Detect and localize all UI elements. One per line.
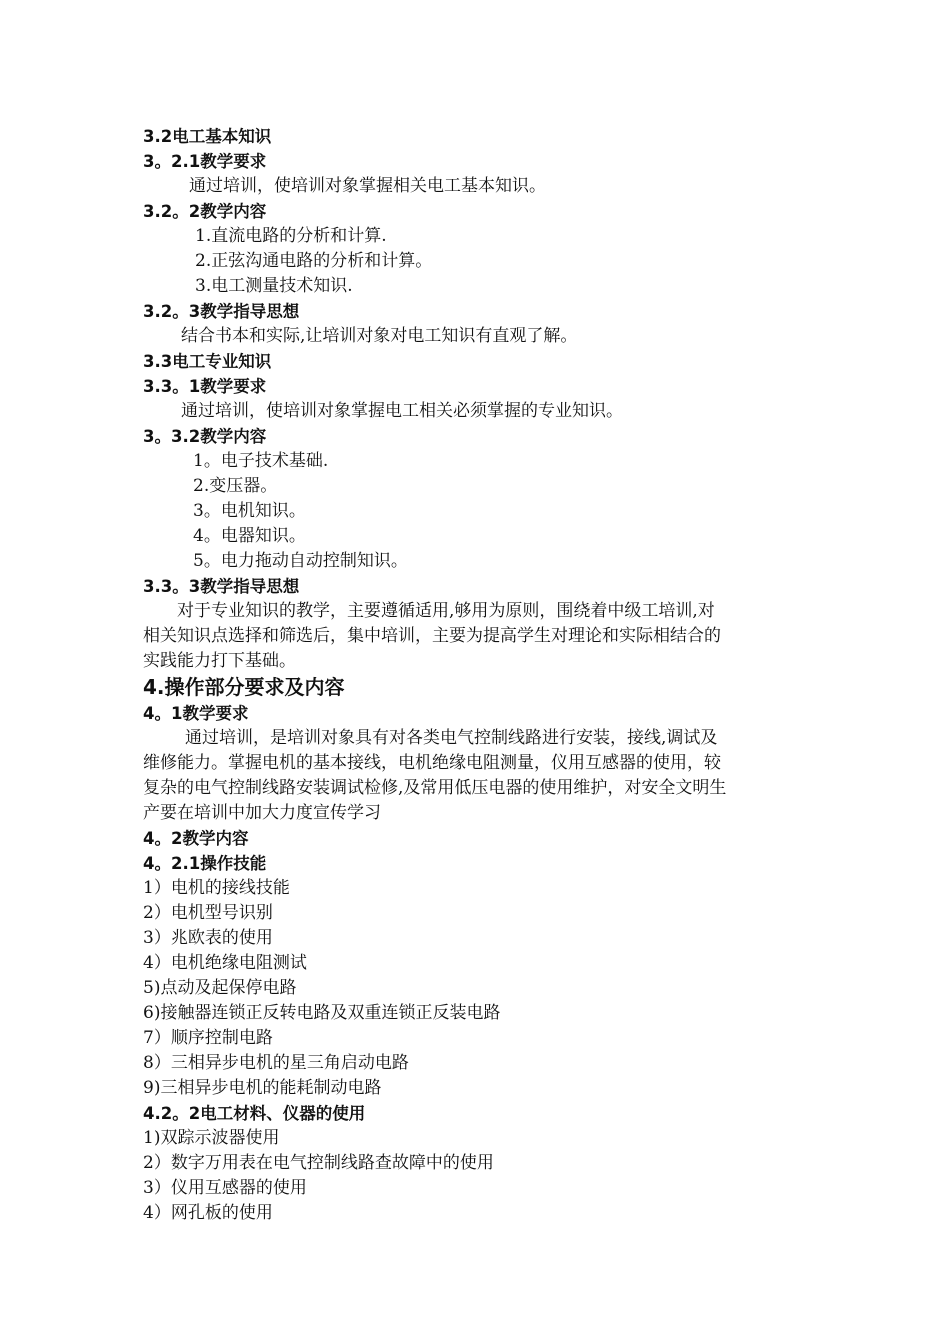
paragraph-line: 复杂的电气控制线路安装调试检修,及常用低压电器的使用维护，对安全文明生 [143, 778, 727, 798]
list-item: 2.变压器。 [193, 476, 278, 496]
paragraph-line: 实践能力打下基础。 [143, 651, 296, 671]
list-item: 5。电力拖动自动控制知识。 [193, 551, 408, 571]
list-item: 3.电工测量技术知识. [195, 276, 353, 296]
list-item: 4）网孔板的使用 [143, 1203, 273, 1223]
list-item: 2）数字万用表在电气控制线路查故障中的使用 [143, 1153, 494, 1173]
section-3-2-3-text: 结合书本和实际,让培训对象对电工知识有直观了解。 [181, 326, 578, 346]
paragraph-line: 相关知识点选择和筛选后，集中培训，主要为提高学生对理论和实际相结合的 [143, 626, 721, 646]
paragraph-line: 对于专业知识的教学，主要遵循适用,够用为原则，围绕着中级工培训,对 [177, 601, 715, 621]
paragraph-line: 产要在培训中加大力度宣传学习 [143, 803, 381, 823]
paragraph-line: 通过培训，是培训对象具有对各类电气控制线路进行安装，接线,调试及 [185, 728, 718, 748]
list-item: 1)双踪示波器使用 [143, 1128, 280, 1148]
list-item: 1。电子技术基础. [193, 451, 329, 471]
list-item: 9)三相异步电机的能耗制动电路 [143, 1078, 382, 1098]
list-item: 1.直流电路的分析和计算. [195, 226, 387, 246]
list-item: 3。电机知识。 [193, 501, 306, 521]
section-3-3-1-text: 通过培训，使培训对象掌握电工相关必须掌握的专业知识。 [181, 401, 623, 421]
section-3-2-1-text: 通过培训，使培训对象掌握相关电工基本知识。 [189, 176, 546, 196]
section-3-3-1-title: 3.3。1教学要求 [143, 377, 267, 396]
section-3-2-3-title: 3.2。3教学指导思想 [143, 302, 300, 321]
list-item: 6)接触器连锁正反转电路及双重连锁正反装电路 [143, 1003, 501, 1023]
list-item: 4。电器知识。 [193, 526, 306, 546]
list-item: 3）仪用互感器的使用 [143, 1178, 307, 1198]
section-3-2-title: 3.2电工基本知识 [143, 127, 272, 146]
list-item: 2.正弦沟通电路的分析和计算。 [195, 251, 433, 271]
list-item: 3）兆欧表的使用 [143, 928, 273, 948]
document-page [143, 124, 823, 1226]
list-item: 8）三相异步电机的星三角启动电路 [143, 1053, 409, 1073]
section-3-3-title: 3.3电工专业知识 [143, 352, 272, 371]
section-3-2-1-title: 3。2.1教学要求 [143, 152, 267, 171]
list-item: 5)点动及起保停电路 [143, 978, 297, 998]
list-item: 2）电机型号识别 [143, 903, 273, 923]
section-3-3-2-title: 3。3.2教学内容 [143, 427, 267, 446]
section-4-title: 4.操作部分要求及内容 [143, 675, 345, 699]
section-4-2-title: 4。2教学内容 [143, 829, 249, 848]
section-4-1-title: 4。1教学要求 [143, 704, 249, 723]
list-item: 1）电机的接线技能 [143, 878, 290, 898]
list-item: 7）顺序控制电路 [143, 1028, 273, 1048]
section-3-2-2-title: 3.2。2教学内容 [143, 202, 267, 221]
section-3-3-3-title: 3.3。3教学指导思想 [143, 577, 300, 596]
section-4-2-2-title: 4.2。2电工材料、仪器的使用 [143, 1104, 366, 1123]
list-item: 4）电机绝缘电阻测试 [143, 953, 307, 973]
paragraph-line: 维修能力。掌握电机的基本接线，电机绝缘电阻测量，仪用互感器的使用，较 [143, 753, 721, 773]
section-4-2-1-title: 4。2.1操作技能 [143, 854, 267, 873]
